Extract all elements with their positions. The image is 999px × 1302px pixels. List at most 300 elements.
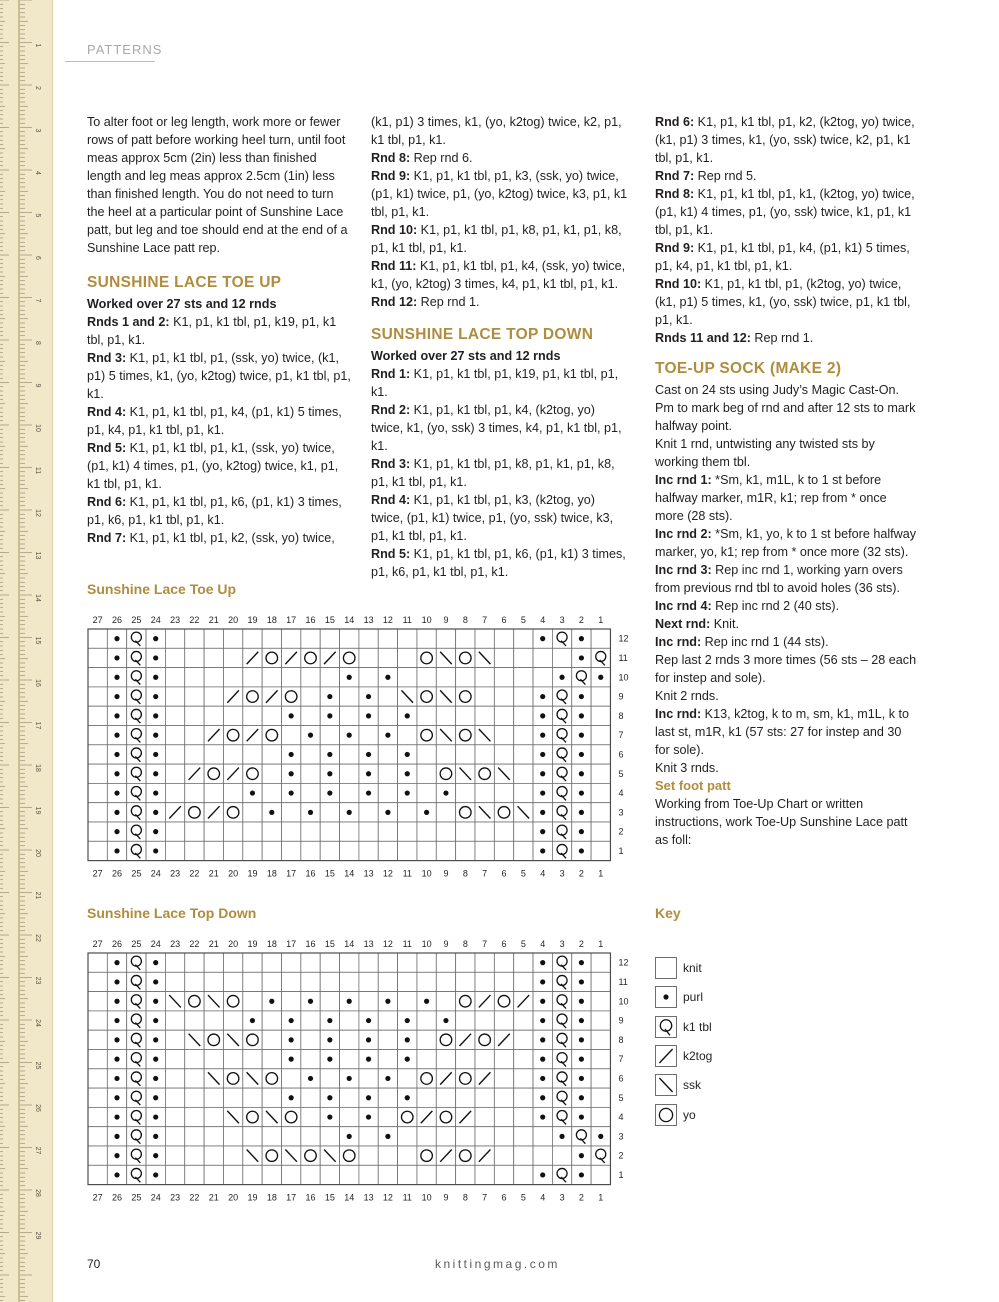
- instruction-label: Rnd 5:: [87, 441, 127, 455]
- purl-symbol: [153, 1153, 158, 1158]
- chart-cell: [204, 783, 223, 802]
- instruction-text: Rep last 2 rnds 3 more times (56 sts – 28 each for instep and sole).: [655, 653, 917, 685]
- chart-cell: [340, 1030, 359, 1049]
- chart-cell: [417, 803, 436, 822]
- ruler-number: 27: [34, 1146, 41, 1155]
- chart-cell: [146, 1069, 165, 1088]
- chart-cell: [436, 764, 455, 783]
- chart-cell: [572, 1011, 591, 1030]
- chart-cell: [185, 1107, 204, 1126]
- chart-cell: [185, 629, 204, 648]
- chart-cell: [398, 953, 417, 972]
- chart-cell: [417, 953, 436, 972]
- chart-cell: [165, 1146, 184, 1165]
- purl-symbol: [405, 1037, 410, 1042]
- chart-cell: [378, 648, 397, 667]
- chart-cell: [552, 726, 571, 745]
- round-number: 1: [618, 1169, 624, 1180]
- chart-cell: [88, 972, 107, 991]
- chart-cell: [378, 706, 397, 725]
- purl-symbol: [540, 848, 545, 853]
- chart-cell: [514, 953, 533, 972]
- stitch-number-bottom: 26: [112, 1192, 123, 1203]
- purl-symbol: [308, 733, 313, 738]
- chart-cell: [475, 1146, 494, 1165]
- chart-cell: [127, 1127, 146, 1146]
- chart-cell: [107, 1050, 126, 1069]
- chart-cell: [494, 745, 513, 764]
- chart-cell: [243, 687, 262, 706]
- chart-cell: [127, 726, 146, 745]
- chart-cell: [127, 648, 146, 667]
- chart-cell: [282, 1127, 301, 1146]
- chart-cell: [185, 992, 204, 1011]
- chart-cell: [359, 687, 378, 706]
- chart-cell: [107, 668, 126, 687]
- chart-cell: [88, 764, 107, 783]
- heading-toe-up-sock: TOE-UP SOCK (MAKE 2): [655, 360, 842, 377]
- chart-cell: [262, 745, 281, 764]
- chart-cell: [552, 972, 571, 991]
- chart-cell: [340, 706, 359, 725]
- chart-cell: [398, 1030, 417, 1049]
- chart-cell: [146, 841, 165, 860]
- chart-cell: [378, 1107, 397, 1126]
- instruction-label: Inc rnd 3:: [655, 563, 712, 577]
- ruler-graphic: [0, 0, 52, 1302]
- stitch-number-top: 16: [305, 615, 316, 625]
- chart-cell: [88, 992, 107, 1011]
- purl-symbol: [327, 1018, 332, 1023]
- instruction-row: [87, 403, 352, 439]
- chart-cell: [223, 1107, 242, 1126]
- instruction-label: Rnd 10:: [655, 277, 702, 291]
- column-3: [655, 113, 917, 849]
- key-label: ssk: [683, 1078, 701, 1093]
- chart-cell: [320, 648, 339, 667]
- key-item: [655, 1104, 696, 1126]
- stitch-number-top: 23: [170, 615, 181, 625]
- chart-cell: [378, 1146, 397, 1165]
- chart-cell: [127, 783, 146, 802]
- chart-cell: [552, 803, 571, 822]
- chart-cell: [223, 745, 242, 764]
- instruction-text: K1, p1, k1 tbl, p1, k4, (k2tog, yo) twice, k1, (yo, ssk) 3 times, k4, p1, k1 tbl, p1, k1.: [371, 403, 622, 453]
- chart-cell: [243, 822, 262, 841]
- instruction-row: [655, 525, 917, 561]
- chart-cell: [552, 1069, 571, 1088]
- chart-cell: [359, 803, 378, 822]
- chart-cell: [436, 1127, 455, 1146]
- stitch-number-top: 17: [286, 939, 297, 949]
- instruction-text: K1, p1, k1 tbl, p1, k8, p1, k1, p1, k8, p1, k1 tbl, p1, k1.: [371, 457, 615, 489]
- chart-cell: [417, 648, 436, 667]
- chart-cell: [378, 822, 397, 841]
- ruler-number: 21: [34, 891, 41, 900]
- chart-cell: [398, 706, 417, 725]
- chart-cell: [223, 687, 242, 706]
- chart-cell: [591, 1050, 610, 1069]
- chart-cell: [282, 745, 301, 764]
- purl-symbol: [579, 733, 584, 738]
- chart-cell: [378, 1165, 397, 1184]
- purl-symbol: [114, 1076, 119, 1081]
- purl-symbol: [114, 771, 119, 776]
- chart-cell: [398, 1011, 417, 1030]
- chart-cell: [243, 1030, 262, 1049]
- chart-cell: [398, 687, 417, 706]
- chart-title-top-down: Sunshine Lace Top Down: [87, 905, 257, 921]
- ruler-number: 11: [34, 466, 41, 475]
- chart-cell: [436, 1011, 455, 1030]
- instruction-text: Rep rnd 6.: [410, 151, 473, 165]
- chart-cell: [282, 953, 301, 972]
- purl-symbol: [153, 752, 158, 757]
- chart-cell: [359, 1146, 378, 1165]
- chart-cell: [262, 1146, 281, 1165]
- instruction-text: *Sm, k1, yo, k to 1 st before halfway marker, yo, k1; rep from * once more (32 sts).: [655, 527, 917, 559]
- chart-cell: [456, 648, 475, 667]
- stitch-number-top: 25: [131, 939, 142, 949]
- purl-symbol: [327, 1057, 332, 1062]
- chart-cell: [378, 1011, 397, 1030]
- chart-cell: [417, 1127, 436, 1146]
- chart-cell: [262, 629, 281, 648]
- stitch-number-bottom: 16: [305, 1192, 316, 1203]
- chart-cell: [514, 764, 533, 783]
- chart-cell: [533, 1030, 552, 1049]
- chart-cell: [552, 629, 571, 648]
- purl-symbol: [540, 771, 545, 776]
- purl-symbol: [540, 1172, 545, 1177]
- chart-cell: [127, 841, 146, 860]
- purl-symbol: [114, 694, 119, 699]
- chart-cell: [88, 783, 107, 802]
- ruler-number: 10: [34, 424, 41, 432]
- stitch-number-bottom: 27: [92, 868, 103, 879]
- instruction-row: [371, 455, 629, 491]
- purl-symbol: [289, 1057, 294, 1062]
- chart-cell: [146, 1030, 165, 1049]
- chart-cell: [204, 1088, 223, 1107]
- chart-cell: [165, 992, 184, 1011]
- chart-cell: [204, 822, 223, 841]
- chart-cell: [88, 629, 107, 648]
- column-1: [87, 113, 352, 547]
- chart-cell: [436, 1165, 455, 1184]
- stitch-number-top: 18: [266, 615, 277, 625]
- instruction-text: Knit.: [710, 617, 739, 631]
- chart-cell: [204, 764, 223, 783]
- purl-symbol: [153, 1114, 158, 1119]
- chart-cell: [262, 841, 281, 860]
- chart-cell: [223, 668, 242, 687]
- purl-symbol: [540, 733, 545, 738]
- chart-cell: [359, 629, 378, 648]
- purl-symbol: [153, 1076, 158, 1081]
- chart-cell: [591, 1088, 610, 1107]
- chart-cell: [359, 822, 378, 841]
- round-number: 5: [618, 768, 624, 779]
- key-item: [655, 1045, 712, 1067]
- chart-cell: [359, 726, 378, 745]
- purl-symbol: [540, 713, 545, 718]
- chart-cell: [88, 1107, 107, 1126]
- instruction-label: Rnd 8:: [371, 151, 411, 165]
- chart-cell: [320, 706, 339, 725]
- instruction-text: Knit 3 rnds.: [655, 761, 719, 775]
- chart-cell: [223, 1127, 242, 1146]
- purl-symbol: [114, 810, 119, 815]
- chart-cell: [301, 648, 320, 667]
- purl-symbol: [424, 999, 429, 1004]
- stitch-number-bottom: 1: [598, 1192, 604, 1203]
- instruction-row: [655, 185, 917, 239]
- chart-cell: [398, 1165, 417, 1184]
- chart-cell: [243, 668, 262, 687]
- chart-cell: [572, 648, 591, 667]
- chart-cell: [320, 1146, 339, 1165]
- chart-cell: [340, 841, 359, 860]
- chart-cell: [165, 841, 184, 860]
- instruction-row: [87, 349, 352, 403]
- chart-cell: [282, 992, 301, 1011]
- stitch-number-bottom: 23: [170, 1192, 181, 1203]
- purl-symbol: [308, 810, 313, 815]
- chart-cell: [359, 1107, 378, 1126]
- chart-cell: [204, 1069, 223, 1088]
- chart-cell: [185, 783, 204, 802]
- stitch-number-top: 12: [382, 939, 393, 949]
- chart-cell: [456, 1165, 475, 1184]
- chart-cell: [475, 1030, 494, 1049]
- chart-cell: [185, 1069, 204, 1088]
- chart-cell: [494, 1050, 513, 1069]
- chart-cell: [301, 1050, 320, 1069]
- chart-cell: [456, 783, 475, 802]
- purl-symbol: [385, 675, 390, 680]
- purl-symbol: [579, 1172, 584, 1177]
- chart-cell: [301, 1069, 320, 1088]
- ruler-number: 18: [34, 764, 41, 772]
- instruction-row: [371, 167, 629, 221]
- chart-cell: [552, 1146, 571, 1165]
- chart-cell: [165, 1088, 184, 1107]
- purl-symbol: [153, 675, 158, 680]
- chart-cell: [436, 972, 455, 991]
- chart-cell: [204, 706, 223, 725]
- purl-symbol: [347, 1076, 352, 1081]
- chart-cell: [591, 953, 610, 972]
- stitch-number-top: 25: [131, 615, 142, 625]
- ruler-number: 7: [34, 298, 41, 303]
- chart-cell: [378, 992, 397, 1011]
- chart-cell: [436, 745, 455, 764]
- key-symbol: [655, 1104, 677, 1126]
- chart-cell: [282, 764, 301, 783]
- instruction-text: (k1, p1) 3 times, k1, (yo, k2tog) twice, k2, p1, k1 tbl, p1, k1.: [371, 115, 622, 147]
- chart-cell: [107, 803, 126, 822]
- chart-cell: [185, 745, 204, 764]
- chart-cell: [107, 726, 126, 745]
- set-foot-patt-text: Working from Toe-Up Chart or written instructions, work Toe-Up Sunshine Lace patt as foll:: [655, 797, 908, 847]
- chart-cell: [494, 822, 513, 841]
- chart-cell: [301, 1127, 320, 1146]
- chart-cell: [146, 1127, 165, 1146]
- stitch-number-top: 16: [305, 939, 316, 949]
- instruction-row: [655, 167, 917, 185]
- chart-cell: [436, 1088, 455, 1107]
- instruction-text: K1, p1, k1 tbl, p1, k2, (k2tog, yo) twice, (k1, p1) 3 times, k1, (yo, ssk) twice, k2, p1, k1 tbl, p1, k1.: [655, 115, 915, 165]
- instruction-row: [655, 471, 917, 525]
- chart-cell: [591, 1069, 610, 1088]
- chart-cell: [320, 822, 339, 841]
- round-number: 7: [618, 1054, 624, 1065]
- stitch-number-top: 19: [247, 615, 258, 625]
- chart-cell: [456, 953, 475, 972]
- chart-cell: [301, 1146, 320, 1165]
- chart-cell: [223, 764, 242, 783]
- chart-cell: [533, 629, 552, 648]
- chart-cell: [514, 726, 533, 745]
- chart-cell: [301, 1030, 320, 1049]
- chart-top-down: [80, 932, 640, 1212]
- chart-cell: [146, 1011, 165, 1030]
- chart-cell: [475, 803, 494, 822]
- chart-cell: [165, 706, 184, 725]
- chart-cell: [572, 1107, 591, 1126]
- chart-cell: [127, 1165, 146, 1184]
- ruler-number: 4: [34, 171, 41, 175]
- purl-symbol: [366, 771, 371, 776]
- purl-symbol: [579, 1076, 584, 1081]
- chart-toe-up: [80, 608, 640, 888]
- chart-cell: [107, 1127, 126, 1146]
- chart-cell: [243, 953, 262, 972]
- ruler-number: 12: [34, 509, 41, 517]
- chart-cell: [301, 972, 320, 991]
- chart-cell: [127, 1011, 146, 1030]
- purl-symbol: [153, 733, 158, 738]
- ruler-number: 9: [34, 383, 41, 388]
- chart-cell: [320, 745, 339, 764]
- instruction-row: [371, 149, 629, 167]
- instruction-text: K1, p1, k1 tbl, p1, (k2tog, yo) twice, (k1, p1) 5 times, k1, (yo, ssk) twice, p1, k1 tbl, p1, k1.: [655, 277, 911, 327]
- chart-cell: [572, 972, 591, 991]
- chart-cell: [591, 764, 610, 783]
- chart-cell: [185, 1050, 204, 1069]
- chart-cell: [456, 687, 475, 706]
- purl-symbol: [114, 960, 119, 965]
- stitch-number-top: 6: [501, 939, 507, 949]
- chart-cell: [320, 726, 339, 745]
- purl-symbol: [405, 1057, 410, 1062]
- chart-cell: [514, 1088, 533, 1107]
- chart-cell: [514, 992, 533, 1011]
- instruction-label: Rnd 7:: [87, 531, 127, 545]
- instruction-row: [655, 435, 917, 471]
- chart-cell: [591, 726, 610, 745]
- chart-cell: [456, 992, 475, 1011]
- chart-cell: [572, 764, 591, 783]
- chart-cell: [320, 1069, 339, 1088]
- chart-cell: [262, 706, 281, 725]
- instruction-text: K1, p1, k1 tbl, p1, k2, (ssk, yo) twice,: [126, 531, 335, 545]
- instruction-text: K1, p1, k1 tbl, p1, k19, p1, k1 tbl, p1, k1.: [371, 367, 619, 399]
- ruler-number: 8: [34, 341, 41, 345]
- stitch-number-bottom: 16: [305, 868, 316, 879]
- chart-cell: [398, 841, 417, 860]
- chart-cell: [378, 783, 397, 802]
- chart-cell: [243, 1011, 262, 1030]
- stitch-number-bottom: 11: [402, 868, 412, 879]
- instruction-row: [655, 633, 917, 651]
- instruction-row: [87, 313, 352, 349]
- chart-cell: [107, 1107, 126, 1126]
- chart-cell: [359, 1069, 378, 1088]
- chart-cell: [456, 629, 475, 648]
- chart-cell: [165, 953, 184, 972]
- instruction-text: K1, p1, k1 tbl, p1, k19, p1, k1 tbl, p1, k1.: [87, 315, 337, 347]
- chart-cell: [514, 745, 533, 764]
- instruction-row: [655, 759, 917, 777]
- chart-cell: [378, 1127, 397, 1146]
- chart-cell: [127, 1107, 146, 1126]
- chart-cell: [475, 1107, 494, 1126]
- stitch-number-bottom: 2: [578, 868, 584, 879]
- chart-cell: [533, 687, 552, 706]
- stitch-number-top: 27: [92, 615, 103, 625]
- chart-cell: [320, 1088, 339, 1107]
- stitch-number-top: 8: [462, 615, 468, 625]
- chart-cell: [533, 745, 552, 764]
- chart-cell: [436, 629, 455, 648]
- instruction-text: Rep rnd 5.: [694, 169, 757, 183]
- chart-cell: [475, 745, 494, 764]
- instruction-text: Rep rnd 1.: [417, 295, 480, 309]
- instruction-label: Inc rnd 1:: [655, 473, 712, 487]
- chart-cell: [475, 726, 494, 745]
- chart-cell: [262, 1088, 281, 1107]
- instruction-row: [371, 113, 629, 149]
- instruction-row: [655, 239, 917, 275]
- chart-cell: [88, 648, 107, 667]
- stitch-number-bottom: 22: [189, 1192, 200, 1203]
- stitch-number-top: 14: [344, 615, 355, 625]
- chart-cell: [340, 668, 359, 687]
- chart-cell: [475, 668, 494, 687]
- chart-cell: [572, 1050, 591, 1069]
- chart-cell: [107, 972, 126, 991]
- purl-symbol: [540, 999, 545, 1004]
- stitch-number-bottom: 9: [443, 1192, 449, 1203]
- chart-cell: [417, 764, 436, 783]
- stitch-number-top: 20: [228, 615, 239, 625]
- chart-cell: [165, 1165, 184, 1184]
- chart-cell: [436, 992, 455, 1011]
- chart-cell: [88, 953, 107, 972]
- stitch-number-top: 10: [421, 615, 432, 625]
- chart-cell: [436, 1146, 455, 1165]
- purl-symbol: [308, 1076, 313, 1081]
- chart-cell: [243, 1146, 262, 1165]
- chart-cell: [127, 764, 146, 783]
- chart-cell: [340, 629, 359, 648]
- stitch-number-bottom: 26: [112, 868, 123, 879]
- chart-cell: [572, 687, 591, 706]
- purl-symbol: [153, 655, 158, 660]
- chart-cell: [456, 1107, 475, 1126]
